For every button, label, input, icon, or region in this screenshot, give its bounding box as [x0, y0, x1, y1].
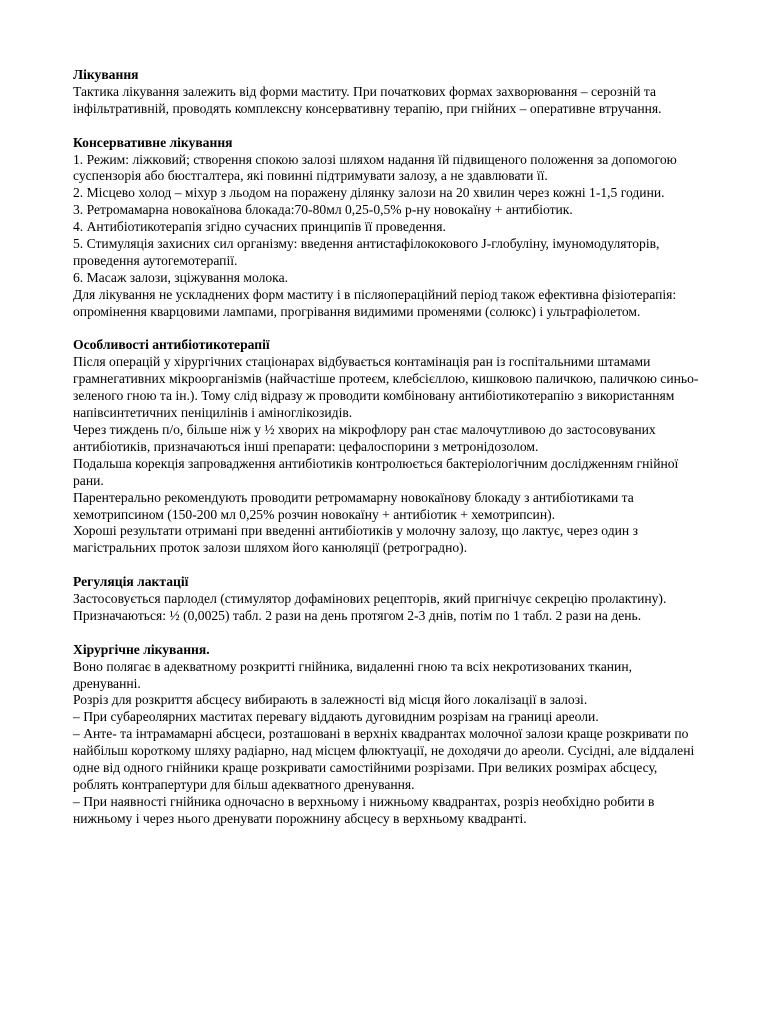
paragraph: 2. Місцево холод – міхур з льодом на поражену ділянку залози на 20 хвилин через кожні 1-1,5 години.: [73, 185, 665, 201]
paragraph: Для лікування не ускладнених форм маститу і в післяопераційний період також ефективна фізіотерапія: опромінення кварцовими лампами, прогрівання видимими променями (солюкс) і ультрафіолетом.: [73, 286, 677, 319]
paragraph: Застосовується парлодел (стимулятор дофамінових рецепторів, який пригнічує секрецію пролактину). Призначаються: ½ (0,0025) табл. 2 рази на день протягом 2-3 днів, потім по 1 табл. 2 рази на день.: [73, 591, 667, 623]
paragraph: Тактика лікування залежить від форми маститу. При початкових формах захворювання – серозній та інфільтративній, проводять комплексну консервативну терапію, при гнійних – оперативне втручання.: [73, 83, 662, 116]
document-page: [73, 67, 703, 845]
paragraph: Подальша корекція запровадження антибіотиків контролюється бактеріологічним дослідженням гнійної рани.: [73, 455, 679, 488]
section-surgical-treatment: [73, 642, 703, 828]
section-conservative-treatment: [73, 135, 703, 321]
paragraph: – При субареолярних маститах перевагу віддають дуговидним розрізам на границі ареоли.: [73, 709, 599, 725]
section-lactation-regulation: [73, 574, 703, 625]
paragraph: Хороші результати отримані при введенні антибіотиків у молочну залозу, що лактує, через один з магістральних проток залози шляхом його канюляції (ретроградно).: [73, 523, 638, 556]
section-heading: Регуляція лактації: [73, 574, 189, 590]
section-heading: Особливості антибіотикотерапії: [73, 337, 270, 353]
paragraph: 5. Стимуляція захисних сил організму: введення антистафілококового J-глобуліну, імуномодуляторів, проведення аутогемотерапії.: [73, 236, 660, 268]
paragraph: – Анте- та інтрамамарні абсцеси, розташовані в верхніх квадрантах молочної залози краще розкривати по найбільш короткому шляху радіарно, над місцем флюктуації, не доходячи до ареоли. Сусідні, але віддалені одне від одного гнійники краще розкривати самостійними розрізами. При великих розмірах абсцесу, роблять контрапертури для більш адекватного дренування.: [73, 726, 695, 792]
paragraph: – При наявності гнійника одночасно в верхньому і нижньому квадрантах, розріз необхідно робити в нижньому і через нього дренувати порожнину абсцесу в верхньому квадранті.: [73, 793, 655, 826]
paragraph: Воно полягає в адекватному розкритті гнійника, видаленні гною та всіх некротизованих тканин, дренуванні.: [73, 658, 632, 691]
paragraph: 6. Масаж залози, зціжування молока.: [73, 269, 288, 285]
paragraph: Через тиждень п/о, більше ніж у ½ хворих на мікрофлору ран стає малочутливою до застосовуваних антибіотиків, призначаються інші препарати: цефалоспорини з метронідозолом.: [73, 422, 656, 454]
section-antibiotic-therapy: [73, 337, 703, 557]
section-treatment: [73, 67, 703, 118]
section-heading: Хірургічне лікування.: [73, 641, 210, 657]
paragraph: 4. Антибіотикотерапія згідно сучасних принципів її проведення.: [73, 219, 446, 235]
paragraph: 3. Ретромамарна новокаїнова блокада:70-80мл 0,25-0,5% р-ну новокаїну + антибіотик.: [73, 202, 573, 218]
section-heading: Лікування: [73, 67, 139, 82]
paragraph: 1. Режим: ліжковий; створення спокою залозі шляхом надання їй підвищеного положення за допомогою суспензорія або бюстгалтера, які повинні підтримувати залозу, а не здавлювати її.: [73, 151, 677, 184]
paragraph: Після операцій у хірургічних стаціонарах відбувається контамінація ран із госпітальними штамами грамнегативних мікроорганізмів (найчастіше протеєм, клебсієллою, кишковою паличкою, паличкою синьо-зеленого гною та ін.). Тому слід відразу ж проводити комбіновану антибіотикотерапію з використанням напівсинтетичних пеніцилінів і аміноглікозидів.: [73, 354, 699, 421]
paragraph: Розріз для розкриття абсцесу вибирають в залежності від місця його локалізації в залозі.: [73, 692, 588, 708]
paragraph: Парентерально рекомендують проводити ретромамарну новокаїнову блокаду з антибіотиками та хемотрипсином (150-200 мл 0,25% розчин новокаїну + антибіотик + хемотрипсин).: [73, 489, 634, 522]
section-heading: Консервативне лікування: [73, 134, 233, 150]
